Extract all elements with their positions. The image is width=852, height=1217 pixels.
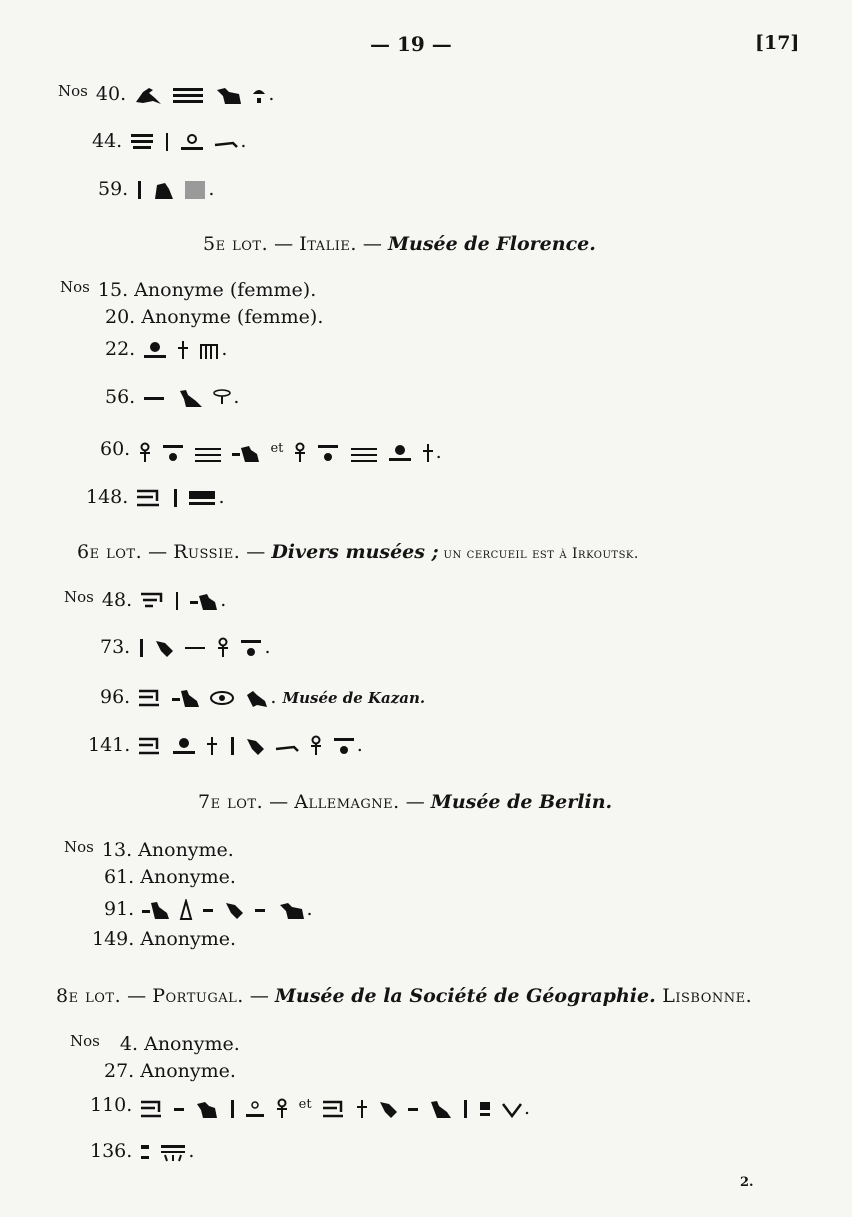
- lot-heading-5: [203, 232, 596, 256]
- lot-label: 8e lot.: [56, 985, 122, 1007]
- reed-hieroglyph-icon: [135, 179, 143, 201]
- block-hieroglyph-icon: [477, 1098, 493, 1120]
- bee-hieroglyph-icon: [153, 637, 175, 659]
- sky-hieroglyph-icon: [316, 442, 340, 464]
- hieroglyph-name: .: [128, 130, 246, 154]
- board-hieroglyph-icon: [187, 487, 217, 509]
- hieroglyph-name: .: [136, 734, 362, 758]
- museum: Musée de Berlin.: [430, 791, 613, 813]
- stroke-hieroglyph-icon: [183, 637, 207, 659]
- entry-22: [105, 338, 227, 362]
- water-hieroglyph-icon: [349, 442, 379, 464]
- nefer-hieroglyph-icon: [421, 442, 435, 464]
- museum: Musée de la Société de Géographie.: [274, 985, 656, 1007]
- bolt-hieroglyph-icon: [139, 1098, 165, 1120]
- water-hieroglyph-icon: [171, 84, 205, 106]
- nefer-hieroglyph-icon: [176, 339, 190, 361]
- pool-hieroglyph-icon: [129, 131, 155, 153]
- nos-prefix: Nos: [58, 82, 88, 100]
- bird-hieroglyph-icon: [133, 84, 163, 106]
- hieroglyph-name: .: [136, 686, 276, 710]
- entry-number: 59.: [98, 178, 129, 200]
- entry-number: 13.: [101, 839, 133, 861]
- bird-hieroglyph-icon: [213, 84, 243, 106]
- ankh-hieroglyph-icon: [137, 442, 153, 464]
- entry-59: [98, 178, 214, 202]
- entry-91: [104, 898, 313, 922]
- dash: —: [121, 985, 153, 1007]
- et-conjunction: et: [270, 441, 284, 456]
- signature-mark: 2.: [740, 1175, 754, 1190]
- hieroglyph-name: .: [132, 83, 274, 107]
- nefer-hieroglyph-icon: [355, 1098, 369, 1120]
- hieroglyph-name: .: [138, 1140, 194, 1164]
- bird-hieroglyph-icon: [193, 1098, 219, 1120]
- arm-hieroglyph-icon: [213, 131, 239, 153]
- stroke-hieroglyph-icon: [407, 1098, 419, 1120]
- sky-hieroglyph-icon: [239, 637, 263, 659]
- dash: —: [356, 233, 388, 255]
- canal-hieroglyph-icon: [139, 590, 165, 612]
- bird-hieroglyph-icon: [243, 687, 269, 709]
- entry-44: [92, 130, 246, 154]
- city: Lisbonne.: [655, 985, 753, 1007]
- sky-hieroglyph-icon: [161, 442, 185, 464]
- entry-40: [58, 80, 274, 107]
- entry-56: [105, 386, 239, 410]
- entry-number: 73.: [100, 636, 131, 658]
- entry-148: [86, 486, 225, 510]
- entry-number: 91.: [104, 898, 135, 920]
- entry-20: [105, 306, 323, 328]
- entry-text: Anonyme (femme).: [134, 279, 317, 301]
- bird-hieroglyph-icon: [189, 590, 219, 612]
- entry-96: [100, 686, 425, 710]
- entry-73: [100, 636, 271, 660]
- entry-text: Anonyme (femme).: [141, 306, 324, 328]
- lot-heading-8: [56, 984, 752, 1008]
- stroke-hieroglyph-icon: [173, 1098, 185, 1120]
- dash: —: [263, 791, 295, 813]
- heart-hieroglyph-icon: [212, 387, 232, 409]
- hieroglyph-name: .: [141, 386, 239, 410]
- dash: —: [399, 791, 431, 813]
- entry-149: [92, 928, 236, 950]
- stroke-hieroglyph-icon: [201, 899, 215, 921]
- entry-number: 61.: [104, 866, 135, 888]
- museum-note: Musée de Kazan.: [282, 689, 426, 707]
- stone-hieroglyph-icon: [139, 1141, 151, 1163]
- entry-60: [100, 438, 442, 462]
- reed-hieroglyph-icon: [228, 1098, 236, 1120]
- entry-text: Anonyme.: [140, 866, 236, 888]
- bee-hieroglyph-icon: [244, 735, 266, 757]
- page-header: [0, 30, 852, 60]
- bird-hieroglyph-icon: [276, 899, 306, 921]
- entry-number: 136.: [90, 1140, 133, 1162]
- page-number: — 19 —: [370, 32, 452, 56]
- hieroglyph-name: $^{et}$ .: [136, 438, 441, 462]
- arm-hieroglyph-icon: [274, 735, 300, 757]
- entry-48: [64, 586, 226, 613]
- entry-number: 4.: [119, 1033, 139, 1055]
- entry-110: [90, 1094, 530, 1118]
- country: Allemagne.: [294, 791, 400, 813]
- country: Italie.: [299, 233, 357, 255]
- ankh-hieroglyph-icon: [292, 442, 308, 464]
- loaf-hieroglyph-icon: [251, 84, 267, 106]
- ankh-hieroglyph-icon: [274, 1098, 290, 1120]
- basket-hieroglyph-icon: [501, 1098, 523, 1120]
- entry-number: 141.: [88, 734, 131, 756]
- nos-prefix: Nos: [70, 1032, 100, 1050]
- reed-hieroglyph-icon: [137, 637, 145, 659]
- bolt-hieroglyph-icon: [135, 487, 163, 509]
- bee-hieroglyph-icon: [377, 1098, 399, 1120]
- entry-number: 56.: [105, 386, 136, 408]
- entry-text: Anonyme.: [140, 928, 237, 950]
- entry-61: [104, 866, 236, 888]
- hieroglyph-name: .: [138, 589, 226, 613]
- lot-heading-6: [77, 540, 639, 566]
- stroke-hieroglyph-icon: [142, 387, 166, 409]
- entry-number: 149.: [92, 928, 135, 950]
- dash: —: [268, 233, 300, 255]
- entry-136: [90, 1140, 194, 1164]
- entry-number: 27.: [104, 1060, 135, 1082]
- dash: —: [142, 541, 174, 563]
- lot-label: 5e lot.: [203, 233, 269, 255]
- seated-hieroglyph-icon: [244, 1098, 266, 1120]
- seated-figure-hieroglyph-icon: [151, 179, 175, 201]
- nos-prefix: Nos: [64, 588, 94, 606]
- sun-hieroglyph-icon: [142, 339, 168, 361]
- pool-hieroglyph-icon: [159, 1141, 187, 1163]
- bird-hieroglyph-icon: [427, 1098, 453, 1120]
- sun-hieroglyph-icon: [387, 442, 413, 464]
- cone-hieroglyph-icon: [179, 899, 193, 921]
- ankh-hieroglyph-icon: [308, 735, 324, 757]
- hieroglyph-name: .: [134, 486, 224, 510]
- entry-text: Anonyme.: [138, 839, 234, 861]
- sky-hieroglyph-icon: [332, 735, 356, 757]
- lot-heading-7: [198, 790, 612, 814]
- entry-15: [60, 276, 316, 301]
- et-conjunction: et: [298, 1097, 312, 1112]
- entry-number: 44.: [92, 130, 123, 152]
- stroke-hieroglyph-icon: [253, 899, 267, 921]
- bee-hieroglyph-icon: [223, 899, 245, 921]
- entry-141: [88, 734, 363, 758]
- dash: —: [243, 985, 275, 1007]
- bolt-hieroglyph-icon: [137, 735, 163, 757]
- hieroglyph-name: .: [140, 898, 312, 922]
- reed-hieroglyph-icon: [163, 131, 171, 153]
- sun-hieroglyph-icon: [171, 735, 197, 757]
- entry-number: 148.: [86, 486, 129, 508]
- entry-number: 20.: [105, 306, 136, 328]
- dash: —: [240, 541, 272, 563]
- museum: Divers musées ;: [271, 541, 439, 563]
- museum: Musée de Florence.: [387, 233, 596, 255]
- shrine-hieroglyph-icon: [198, 339, 220, 361]
- entry-number: 22.: [105, 338, 136, 360]
- nos-prefix: Nos: [60, 278, 90, 296]
- lacuna-icon: [183, 179, 207, 201]
- bird-hieroglyph-icon: [231, 442, 261, 464]
- reed-hieroglyph-icon: [173, 590, 181, 612]
- lot-label: 6e lot.: [77, 541, 143, 563]
- hieroglyph-name: .: [136, 636, 270, 660]
- entry-text: Anonyme.: [144, 1033, 240, 1055]
- country: Portugal.: [152, 985, 244, 1007]
- hieroglyph-name: $^{et}$ .: [138, 1094, 530, 1118]
- entry-number: 96.: [100, 686, 131, 708]
- reed-hieroglyph-icon: [228, 735, 236, 757]
- bird-hieroglyph-icon: [174, 387, 204, 409]
- bracket-number: [17]: [755, 32, 800, 54]
- hieroglyph-name: .: [141, 338, 227, 362]
- entry-4: [70, 1030, 240, 1055]
- country: Russie.: [173, 541, 241, 563]
- bird-hieroglyph-icon: [171, 687, 201, 709]
- entry-number: 110.: [90, 1094, 133, 1116]
- entry-number: 60.: [100, 438, 131, 460]
- hieroglyph-name: .: [134, 178, 214, 202]
- bolt-hieroglyph-icon: [137, 687, 163, 709]
- entry-number: 15.: [97, 279, 129, 301]
- bird-hieroglyph-icon: [141, 899, 171, 921]
- entry-text: Anonyme.: [140, 1060, 236, 1082]
- nefer-hieroglyph-icon: [205, 735, 219, 757]
- seated-hieroglyph-icon: [179, 131, 205, 153]
- nos-prefix: Nos: [64, 838, 94, 856]
- lot-label: 7e lot.: [198, 791, 264, 813]
- eye-hieroglyph-icon: [209, 687, 235, 709]
- bolt-hieroglyph-icon: [321, 1098, 347, 1120]
- water-hieroglyph-icon: [193, 442, 223, 464]
- entry-number: 48.: [101, 589, 133, 611]
- museum-note: un cercueil est à Irkoutsk.: [438, 546, 639, 562]
- reed-hieroglyph-icon: [461, 1098, 469, 1120]
- entry-number: 40.: [95, 83, 127, 105]
- entry-27: [104, 1060, 236, 1082]
- entry-13: [64, 836, 234, 861]
- ankh-hieroglyph-icon: [215, 637, 231, 659]
- reed-hieroglyph-icon: [171, 487, 179, 509]
